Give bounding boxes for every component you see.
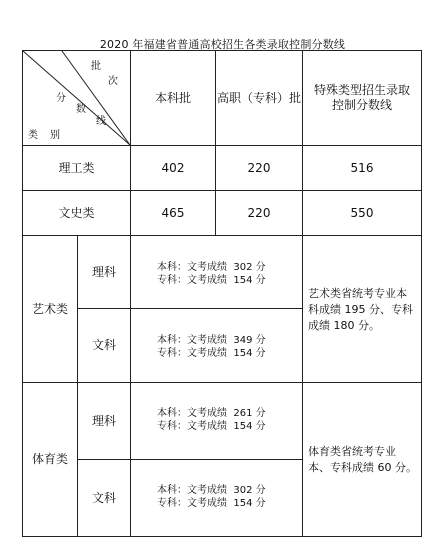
sports-liberal-vocational-line: 专科：文考成绩 154 分 xyxy=(157,498,266,509)
header-score-char-3: 线 xyxy=(96,116,106,127)
row-label-sports: 体育类 xyxy=(31,452,68,466)
art-science-vocational-line: 专科：文考成绩 154 分 xyxy=(157,275,266,286)
sports-liberal-label: 文科 xyxy=(91,490,116,505)
header-score-char-2: 数 xyxy=(76,104,86,115)
column-header-special xyxy=(303,51,421,145)
sports-note-line2: 本、专科成绩 60 分。 xyxy=(308,461,417,474)
art-liberal-label: 文科 xyxy=(91,338,116,352)
row-label-art: 艺术类 xyxy=(31,301,68,316)
header-batch-char-1: 批 xyxy=(91,61,101,72)
science-vocational-score: 220 xyxy=(247,160,271,175)
header-batch-char-2: 次 xyxy=(108,76,118,87)
row-label-science: 理工类 xyxy=(58,160,95,175)
art-science-label: 理科 xyxy=(91,264,116,279)
sports-special-note xyxy=(308,444,420,476)
sports-science-undergrad-line: 本科：文考成绩 261 分 xyxy=(157,408,266,419)
column-header-undergrad: 本科批 xyxy=(154,90,191,105)
science-undergrad-score: 402 xyxy=(161,160,185,175)
column-header-special-line2: 控制分数线 xyxy=(331,98,392,112)
sports-science-label: 理科 xyxy=(91,413,116,428)
art-liberal-vocational-line: 专科：文考成绩 154 分 xyxy=(157,348,266,359)
sports-note-line1: 体育类省统考专业 xyxy=(308,445,396,458)
arts-vocational-score: 220 xyxy=(247,205,271,220)
sports-science-vocational-line: 专科：文考成绩 154 分 xyxy=(157,421,266,432)
art-note-line2: 科成绩 195 分、专科 xyxy=(308,303,413,316)
arts-undergrad-score: 465 xyxy=(161,205,185,220)
art-special-note xyxy=(308,286,420,334)
column-header-special-line1: 特殊类型招生录取 xyxy=(313,83,410,97)
column-header-vocational: 高职（专科）批 xyxy=(216,90,301,105)
art-note-line3: 成绩 180 分。 xyxy=(308,319,380,332)
header-category-char-1: 类 xyxy=(28,130,38,141)
header-category-char-2: 别 xyxy=(50,130,60,141)
art-science-undergrad-line: 本科：文考成绩 302 分 xyxy=(157,262,266,273)
arts-special-score: 550 xyxy=(350,205,374,220)
sports-liberal-undergrad-line: 本科：文考成绩 302 分 xyxy=(157,485,266,496)
art-liberal-undergrad-line: 本科：文考成绩 349 分 xyxy=(157,335,266,346)
row-label-arts: 文史类 xyxy=(58,205,95,220)
art-note-line1: 艺术类省统考专业本 xyxy=(308,287,407,300)
header-score-char-1: 分 xyxy=(56,93,66,104)
page-title: 2020 年福建省普通高校招生各类录取控制分数线 xyxy=(99,38,346,51)
science-special-score: 516 xyxy=(350,160,374,175)
